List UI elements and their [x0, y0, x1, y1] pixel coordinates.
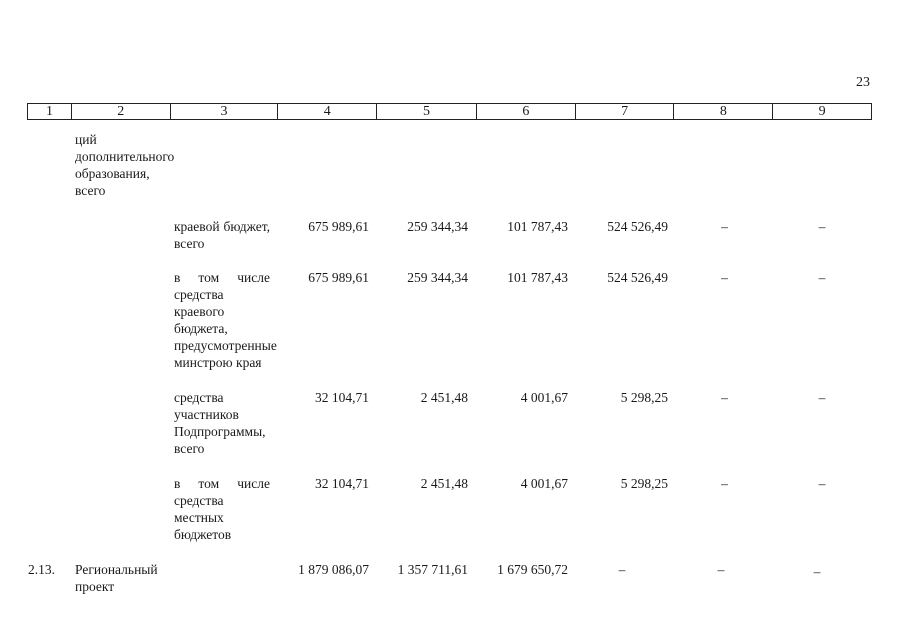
value-col-6: 101 787,43	[507, 219, 568, 234]
value-col-5: 2 451,48	[420, 390, 468, 405]
table-header-row	[27, 103, 872, 120]
dash-col-9: –	[818, 270, 826, 285]
dash-col-8: –	[721, 270, 728, 285]
dash-col-9: –	[818, 390, 826, 405]
value-col-4: 675 989,61	[308, 219, 369, 234]
continued-item-text: ций дополнительного образования, всего	[75, 132, 175, 198]
column-header-9: 9	[818, 104, 826, 119]
dash-col-8: –	[717, 562, 725, 577]
column-header-4: 4	[278, 104, 377, 119]
value-col-4: 32 104,71	[315, 476, 369, 491]
value-col-6: 4 001,67	[520, 390, 568, 405]
value-col-6: 4 001,67	[520, 476, 568, 491]
column-header-6: 6	[477, 104, 576, 119]
value-col-4: 32 104,71	[315, 390, 369, 405]
section-number: 2.13.	[28, 562, 55, 577]
value-col-5: 259 344,34	[407, 219, 468, 234]
column-header-1: 1	[28, 104, 72, 119]
value-col-5: 2 451,48	[420, 476, 468, 491]
section-title: Региональный проект	[75, 562, 158, 594]
row-label: средства участников Подпрограммы, всего	[174, 390, 266, 456]
dash-col-8: –	[721, 219, 728, 234]
value-col-4: 675 989,61	[308, 270, 369, 285]
value-col-4: 1 879 086,07	[298, 562, 369, 577]
column-header-8: 8	[674, 104, 773, 119]
dash-col-9: –	[818, 476, 826, 491]
column-header-2: 2	[72, 104, 171, 119]
column-header-3: 3	[171, 104, 279, 119]
row-label: в том числе средства местных бюджетов	[174, 476, 270, 542]
value-col-6: 1 679 650,72	[497, 562, 568, 577]
row-label: в том числе средства краевого бюджета, предусмотренные минстрою края	[174, 270, 277, 370]
page-number: 23	[856, 75, 870, 90]
dash-col-8: –	[721, 390, 728, 405]
value-col-7: 524 526,49	[607, 270, 668, 285]
dash-col-8: –	[721, 476, 728, 491]
value-col-5: 259 344,34	[407, 270, 468, 285]
row-label: краевой бюджет, всего	[174, 219, 270, 251]
column-header-7: 7	[576, 104, 675, 119]
dash-col-9: –	[813, 564, 821, 579]
value-col-6: 101 787,43	[507, 270, 568, 285]
value-col-5: 1 357 711,61	[397, 562, 468, 577]
dash-col-7: –	[618, 562, 626, 577]
value-col-7: 524 526,49	[607, 219, 668, 234]
dash-col-9: –	[818, 219, 826, 234]
value-col-7: 5 298,25	[620, 476, 668, 491]
value-col-7: 5 298,25	[620, 390, 668, 405]
column-header-5: 5	[377, 104, 477, 119]
